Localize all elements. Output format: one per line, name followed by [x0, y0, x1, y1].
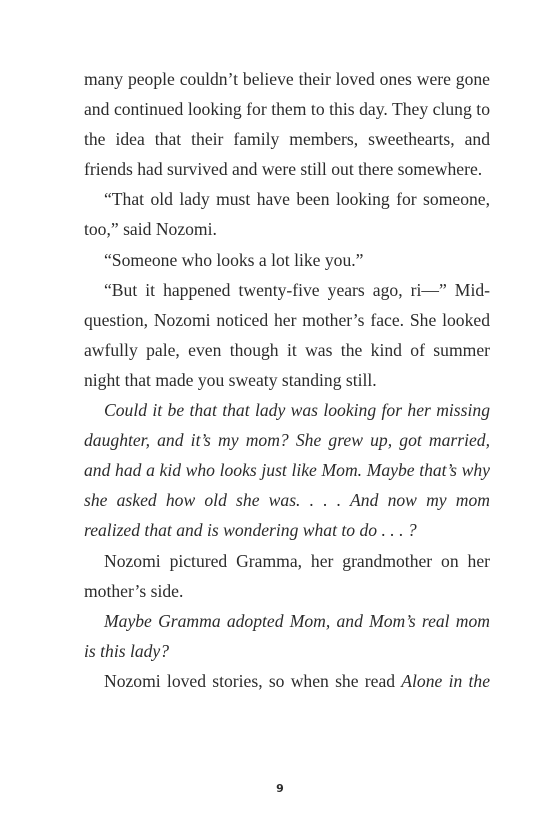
paragraph-5-thought — [84, 395, 490, 545]
body-text — [84, 64, 490, 696]
paragraph-6-text: Nozomi pictured Gramma, her grandmother on her mother’s side. — [84, 550, 490, 601]
paragraph-8 — [84, 666, 490, 696]
paragraph-5-text: Could it be that that lady was looking for her missing daughter, and it’s my mom? She grew up, got married, and had a kid who looks just like Mom. Maybe that’s why she asked how old she was. . . . And now my mom realized that and is wondering what to do . . . ? — [84, 400, 490, 541]
paragraph-3-text: “Someone who looks a lot like you.” — [104, 249, 364, 270]
paragraph-6 — [84, 546, 490, 606]
paragraph-1-text: many people couldn’t believe their loved ones were gone and continued looking for them to this day. They clung to the idea that their family members, sweethearts, and friends had survived and were still out there somewhere. — [84, 69, 490, 180]
paragraph-4-text: “But it happened twenty-five years ago, ri—” Mid-question, Nozomi noticed her mother’s face. She looked awfully pale, even though it was the kind of summer night that made you sweaty standing still. — [84, 279, 490, 390]
paragraph-1 — [84, 64, 490, 184]
paragraph-7-text: Maybe Gramma adopted Mom, and Mom’s real mom is this lady? — [84, 610, 490, 661]
paragraph-8-text: Nozomi loved stories, so when she read — [104, 670, 402, 691]
paragraph-3 — [84, 245, 490, 275]
book-title-italic: Alone in the — [401, 670, 491, 691]
page-number: 9 — [276, 782, 284, 795]
paragraph-2 — [84, 184, 490, 244]
paragraph-4 — [84, 275, 490, 395]
paragraph-2-text: “That old lady must have been looking for someone, too,” said Nozomi. — [84, 189, 490, 240]
paragraph-7-thought — [84, 606, 490, 666]
